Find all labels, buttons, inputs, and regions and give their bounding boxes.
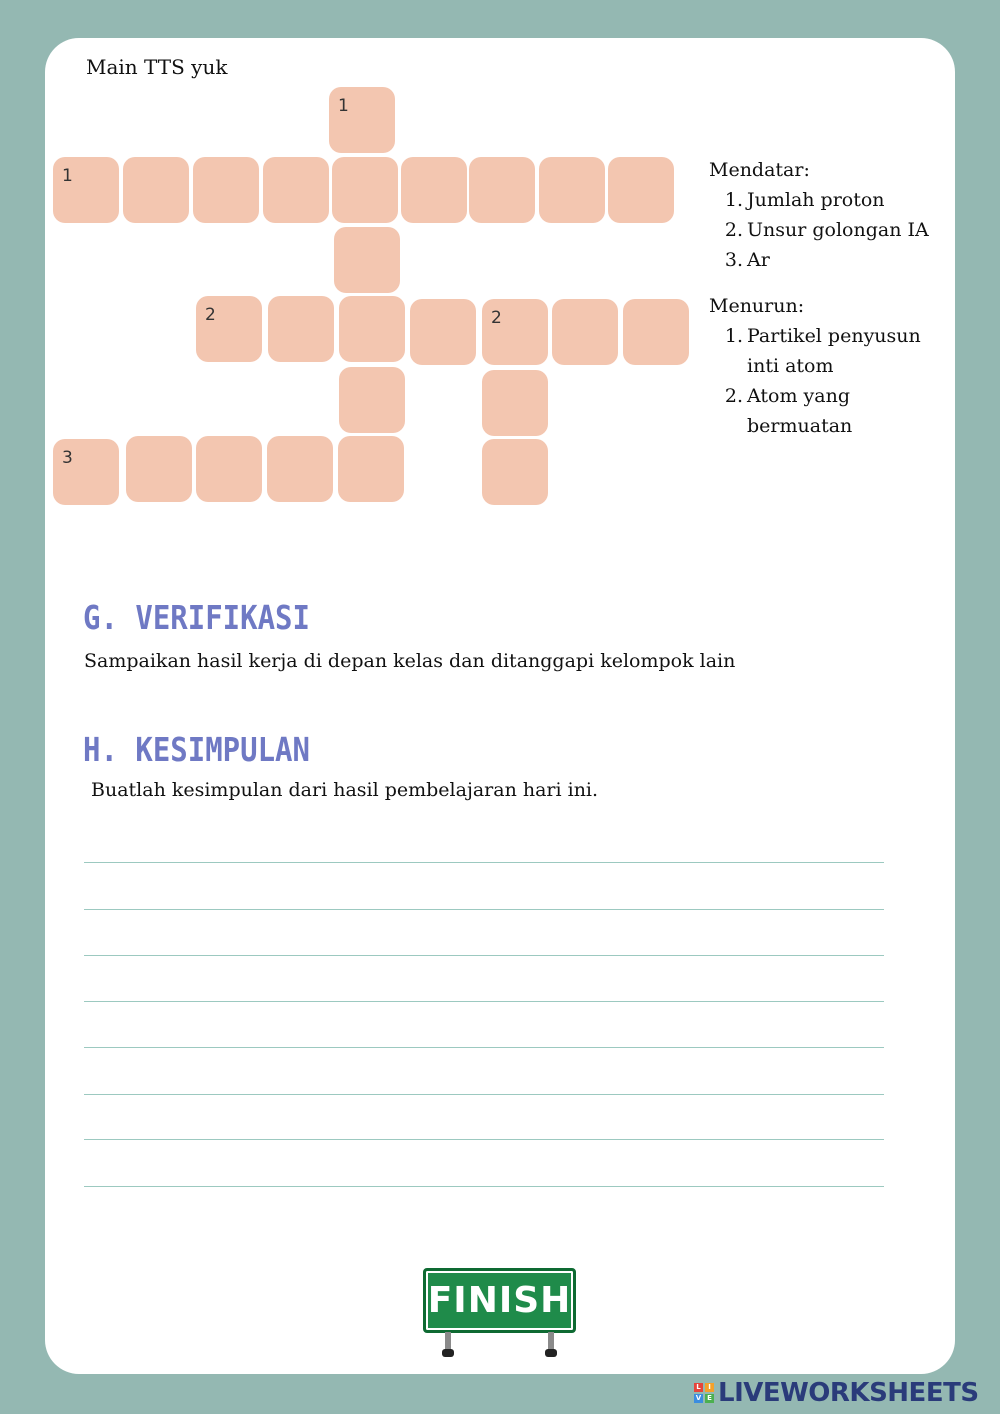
section-h-text: Buatlah kesimpulan dari hasil pembelajaran hari ini.	[91, 779, 599, 801]
crossword-cell[interactable]	[608, 157, 674, 223]
section-g-title: G. VERIFIKASI	[83, 598, 310, 638]
clue-panel	[709, 155, 947, 441]
cell-number: 2	[205, 305, 216, 325]
liveworksheets-logo	[694, 1378, 979, 1408]
crossword-cell[interactable]	[193, 157, 259, 223]
crossword-cell[interactable]	[401, 157, 467, 223]
sign-foot-right	[545, 1349, 557, 1357]
crossword-cell[interactable]	[196, 436, 262, 502]
logo-blocks-icon	[694, 1383, 714, 1403]
crossword-cell[interactable]	[339, 296, 405, 362]
crossword-cell[interactable]	[196, 296, 262, 362]
clue-item	[709, 321, 947, 381]
answer-line[interactable]	[84, 1139, 884, 1140]
crossword-cell[interactable]	[469, 157, 535, 223]
brand-name: LIVEWORKSHEETS	[718, 1378, 979, 1408]
crossword-cell[interactable]	[410, 299, 476, 365]
logo-letter: I	[705, 1383, 714, 1392]
sign-foot-left	[442, 1349, 454, 1357]
answer-line[interactable]	[84, 1186, 884, 1187]
crossword-cell[interactable]	[482, 439, 548, 505]
cell-number: 2	[491, 308, 502, 328]
answer-line[interactable]	[84, 1047, 884, 1048]
clue-number: 2.	[724, 219, 743, 241]
answer-line[interactable]	[84, 1094, 884, 1095]
crossword-cell[interactable]	[267, 436, 333, 502]
crossword-cell[interactable]	[53, 157, 119, 223]
crossword-cell[interactable]	[329, 87, 395, 153]
crossword-cell[interactable]	[338, 436, 404, 502]
clue-item	[709, 185, 947, 215]
section-g-text: Sampaikan hasil kerja di depan kelas dan ditanggapi kelompok lain	[84, 650, 736, 672]
crossword-cell[interactable]	[268, 296, 334, 362]
crossword-cell[interactable]	[332, 157, 398, 223]
clue-text: Jumlah proton	[747, 189, 885, 211]
answer-line[interactable]	[84, 862, 884, 863]
across-heading: Mendatar:	[709, 159, 810, 181]
down-heading: Menurun:	[709, 295, 805, 317]
clue-number: 2.	[724, 385, 743, 407]
crossword-cell[interactable]	[552, 299, 618, 365]
crossword-cell[interactable]	[53, 439, 119, 505]
crossword-cell[interactable]	[263, 157, 329, 223]
section-h-title: H. KESIMPULAN	[83, 730, 310, 770]
clue-number: 1.	[724, 189, 743, 211]
answer-line[interactable]	[84, 909, 884, 910]
down-clue-list	[709, 321, 947, 441]
clue-item	[709, 245, 947, 275]
crossword-cell[interactable]	[126, 436, 192, 502]
cell-number: 3	[62, 448, 73, 468]
logo-letter: L	[694, 1383, 703, 1392]
crossword-cell[interactable]	[539, 157, 605, 223]
clue-number: 3.	[724, 249, 743, 271]
cell-number: 1	[62, 166, 73, 186]
clue-text: Atom yang bermuatan	[747, 385, 853, 437]
answer-line[interactable]	[84, 1001, 884, 1002]
answer-line[interactable]	[84, 955, 884, 956]
clue-text: Unsur golongan IA	[747, 219, 929, 241]
cell-number: 1	[338, 96, 349, 116]
logo-letter: V	[695, 1394, 702, 1402]
crossword-cell[interactable]	[482, 299, 548, 365]
crossword-cell[interactable]	[334, 227, 400, 293]
crossword-cell[interactable]	[623, 299, 689, 365]
across-clue-list	[709, 185, 947, 275]
crossword-cell[interactable]	[482, 370, 548, 436]
crossword-cell[interactable]	[339, 367, 405, 433]
clue-item	[709, 215, 947, 245]
clue-text: Partikel penyusun inti atom	[747, 325, 921, 377]
puzzle-title: Main TTS yuk	[86, 55, 228, 79]
logo-letter: E	[705, 1394, 714, 1403]
finish-button[interactable]: FINISH	[423, 1268, 576, 1333]
clue-text: Ar	[747, 249, 770, 271]
crossword-cell[interactable]	[123, 157, 189, 223]
clue-item	[709, 381, 947, 441]
clue-number: 1.	[724, 325, 743, 347]
